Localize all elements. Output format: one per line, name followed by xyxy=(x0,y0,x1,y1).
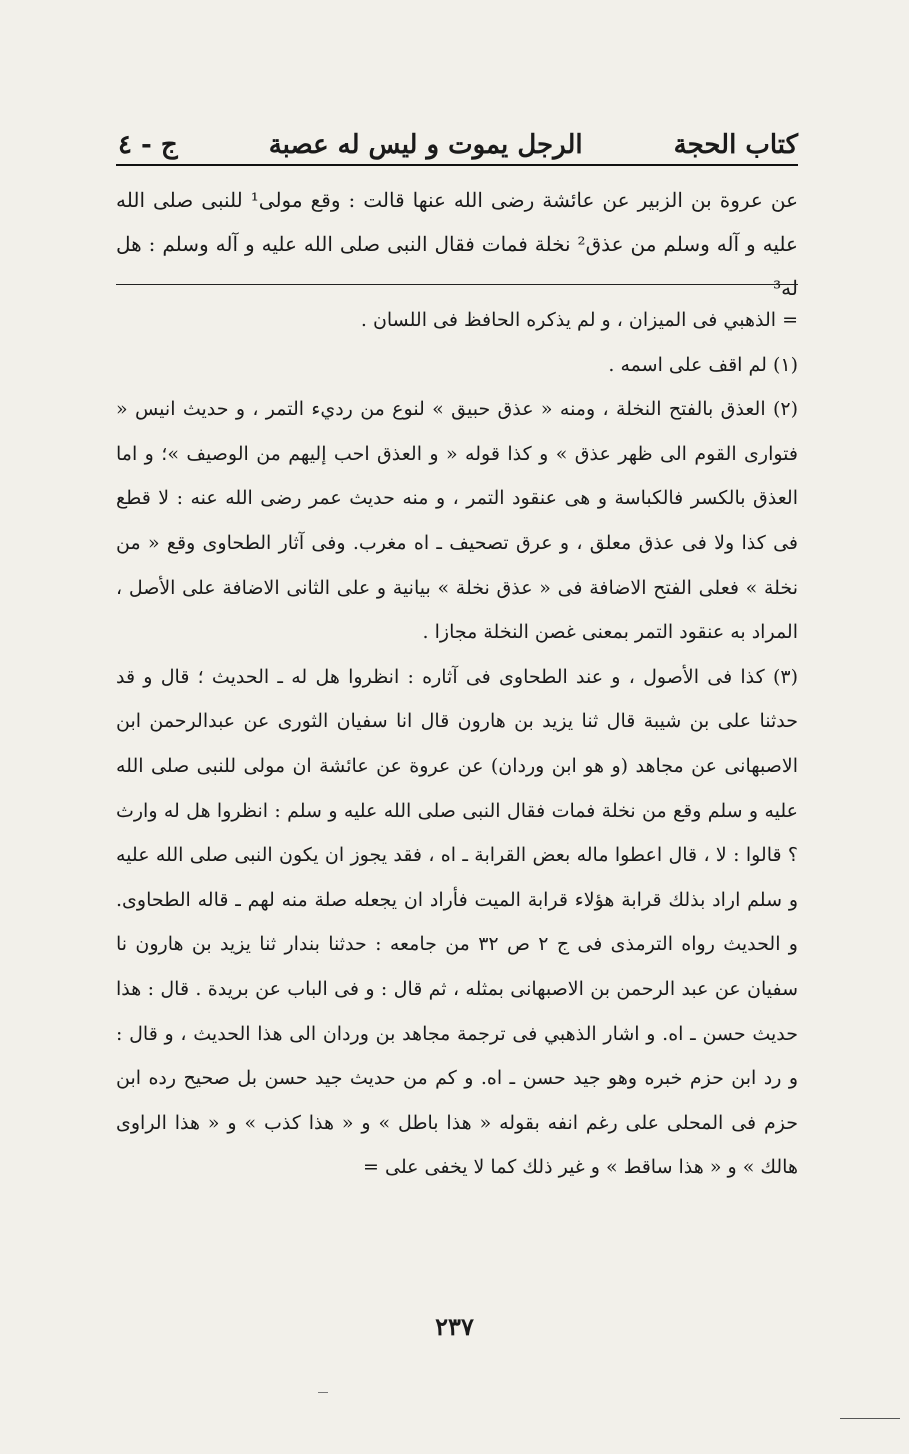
main-paragraph: عن عروة بن الزبير عن عائشة رضى الله عنها قالت : وقع مولى¹ للنبى صلى الله عليه و آله وسلم من عذق² نخلة فمات فقال النبى صلى الله عليه و آله وسلم : هل له³ xyxy=(116,188,798,300)
header-rule xyxy=(116,164,798,166)
footnote-2: (٢) العذق بالفتح النخلة ، ومنه « عذق حبيق » لنوع من رديء التمر ، و حديث انيس « فتوارى القوم الى ظهر عذق » و كذا قوله « و العذق احب إليهم من الوصيف »؛ و اما العذق بالكسر فالكباسة و هى عنقود التمر ، و منه حديث عمر رضى الله عنه : لا قطع فى كذا ولا فى عذق معلق ، و عرق تصحيف ـ اه مغرب. وفى آثار الطحاوى وقع « من نخلة » فعلى الفتح الاضافة فى « عذق نخلة » بيانية و على الثانى الاضافة على الأصل ، المراد به عنقود التمر بمعنى غصن النخلة مجازا . xyxy=(116,398,798,644)
footnote-1: (١) لم اقف على اسمه . xyxy=(608,353,798,376)
volume-label: ج - ٤ xyxy=(118,130,178,160)
running-header xyxy=(118,112,798,160)
dash-mark xyxy=(318,1392,328,1393)
chapter-title: الرجل يموت و ليس له عصبة xyxy=(268,130,583,160)
main-text xyxy=(116,178,798,310)
book-title: كتاب الحجة xyxy=(673,130,798,160)
page-number: ٢٣٧ xyxy=(435,1312,474,1341)
footnote-continuation: = الذهبي فى الميزان ، و لم يذكره الحافظ فى اللسان . xyxy=(360,309,798,331)
footnote-3: (٣) كذا فى الأصول ، و عند الطحاوى فى آثاره : انظروا هل له ـ الحديث ؛ قال و قد حدثنا على بن شيبة قال ثنا يزيد بن هارون قال انا سفيان الثورى عن عبدالرحمن ابن الاصبهانى عن مجاهد (و هو ابن وردان) عن عروة عن عائشة ان مولى للنبى صلى الله عليه و سلم وقع من نخلة فمات فقال النبى صلى الله عليه و سلم : انظروا هل له وارث ؟ قالوا : لا ، قال اعطوا ماله بعض القرابة ـ اه ، فقد يجوز ان يكون النبى صلى الله عليه و سلم اراد بذلك قرابة هؤلاء قرابة الميت فأراد ان يجعله صلة منه لهم ـ قاله الطحاوى. و الحديث رواه الترمذى فى ج ٢ ص ٣٢ من جامعه : حدثنا بندار ثنا يزيد بن هارون نا سفيان عن عبد الرحمن بن الاصبهانى بمثله ، ثم قال : و فى الباب عن بريدة . قال : هذا حديث حسن ـ اه. و اشار الذهبي فى ترجمة مجاهد بن وردان الى هذا الحديث ، و قال : و رد ابن حزم خبره وهو جيد حسن ـ اه. و كم من حديث جيد حسن بل صحيح رده ابن حزم فى المحلى على رغم انفه بقوله « هذا باطل » و « هذا كذب » و « هذا الراوى هالك » و « هذا ساقط » و غير ذلك كما لا يخفى على = xyxy=(116,665,798,1179)
margin-line xyxy=(840,1418,900,1419)
footnotes xyxy=(116,298,798,1190)
footnote-separator xyxy=(116,284,798,285)
